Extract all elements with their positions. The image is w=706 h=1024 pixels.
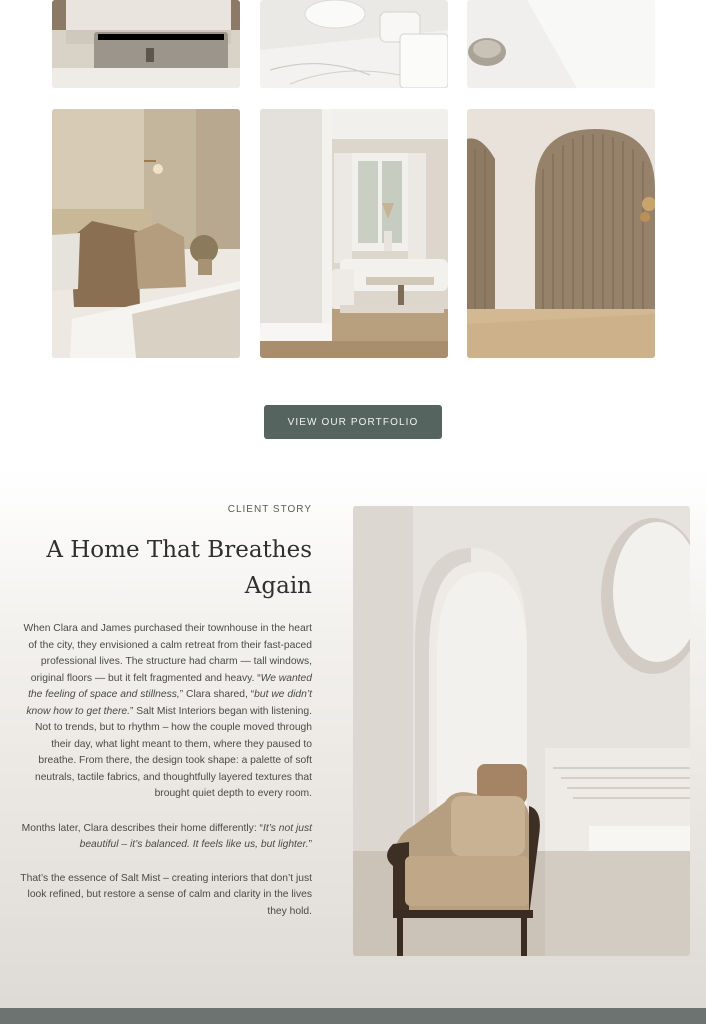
gallery-arched-panels-image[interactable] [467,109,655,358]
story-p2-end: ” [308,839,312,850]
gallery-marble-bathroom-image[interactable] [260,0,448,88]
story-paragraph-3: That’s the essence of Salt Mist – creating interiors that don’t just look refined, but restore a sense of calm and clarity in the lives they hold. [20,872,312,917]
gallery-brass-fixture-image[interactable] [467,0,655,88]
story-armchair-alcove-image [353,506,690,956]
client-story-section [0,470,706,1008]
view-portfolio-button[interactable]: VIEW OUR PORTFOLIO [264,405,442,439]
gallery-bedroom-bench-image[interactable] [52,0,240,88]
story-quote-3: It’s not just beautiful – it’s balanced. It feels like us, but lighter. [79,822,312,850]
story-title: A Home That Breathes Again [46,537,312,599]
story-p1-mid: ” Clara shared, “ [179,689,255,700]
gallery-living-room-image[interactable] [260,109,448,358]
story-quote-2: but we didn’t know how to get there. [26,689,312,717]
story-p1-end: ” Salt Mist Interiors began with listening. Not to trends, but to rhythm – how the couple moved through their day, what light meant to them, where they paused to breathe. From there, the design took shape: a palette of soft neutrals, tactile fabrics, and thoughtfully layered textures that brought quiet depth to every room. [34,705,312,799]
story-paragraph-1 [14,621,312,803]
portfolio-gallery [0,0,706,470]
story-p2-start: Months later, Clara describes their home differently: “ [21,822,263,834]
gallery-neutral-bedroom-image[interactable] [52,109,240,358]
story-p1-start: When Clara and James purchased their townhouse in the heart of the city, they envisioned a calm retreat from their fast-paced professional lives. The structure had charm — tall windows, original floors — but it felt fragmented and heavy. “ [23,623,312,684]
client-story-text [14,504,312,920]
footer-band [0,1008,706,1024]
story-paragraph-2 [14,821,312,854]
story-quote-1: We wanted the feeling of space and stillness, [28,672,312,700]
section-eyebrow: CLIENT STORY [227,504,312,515]
